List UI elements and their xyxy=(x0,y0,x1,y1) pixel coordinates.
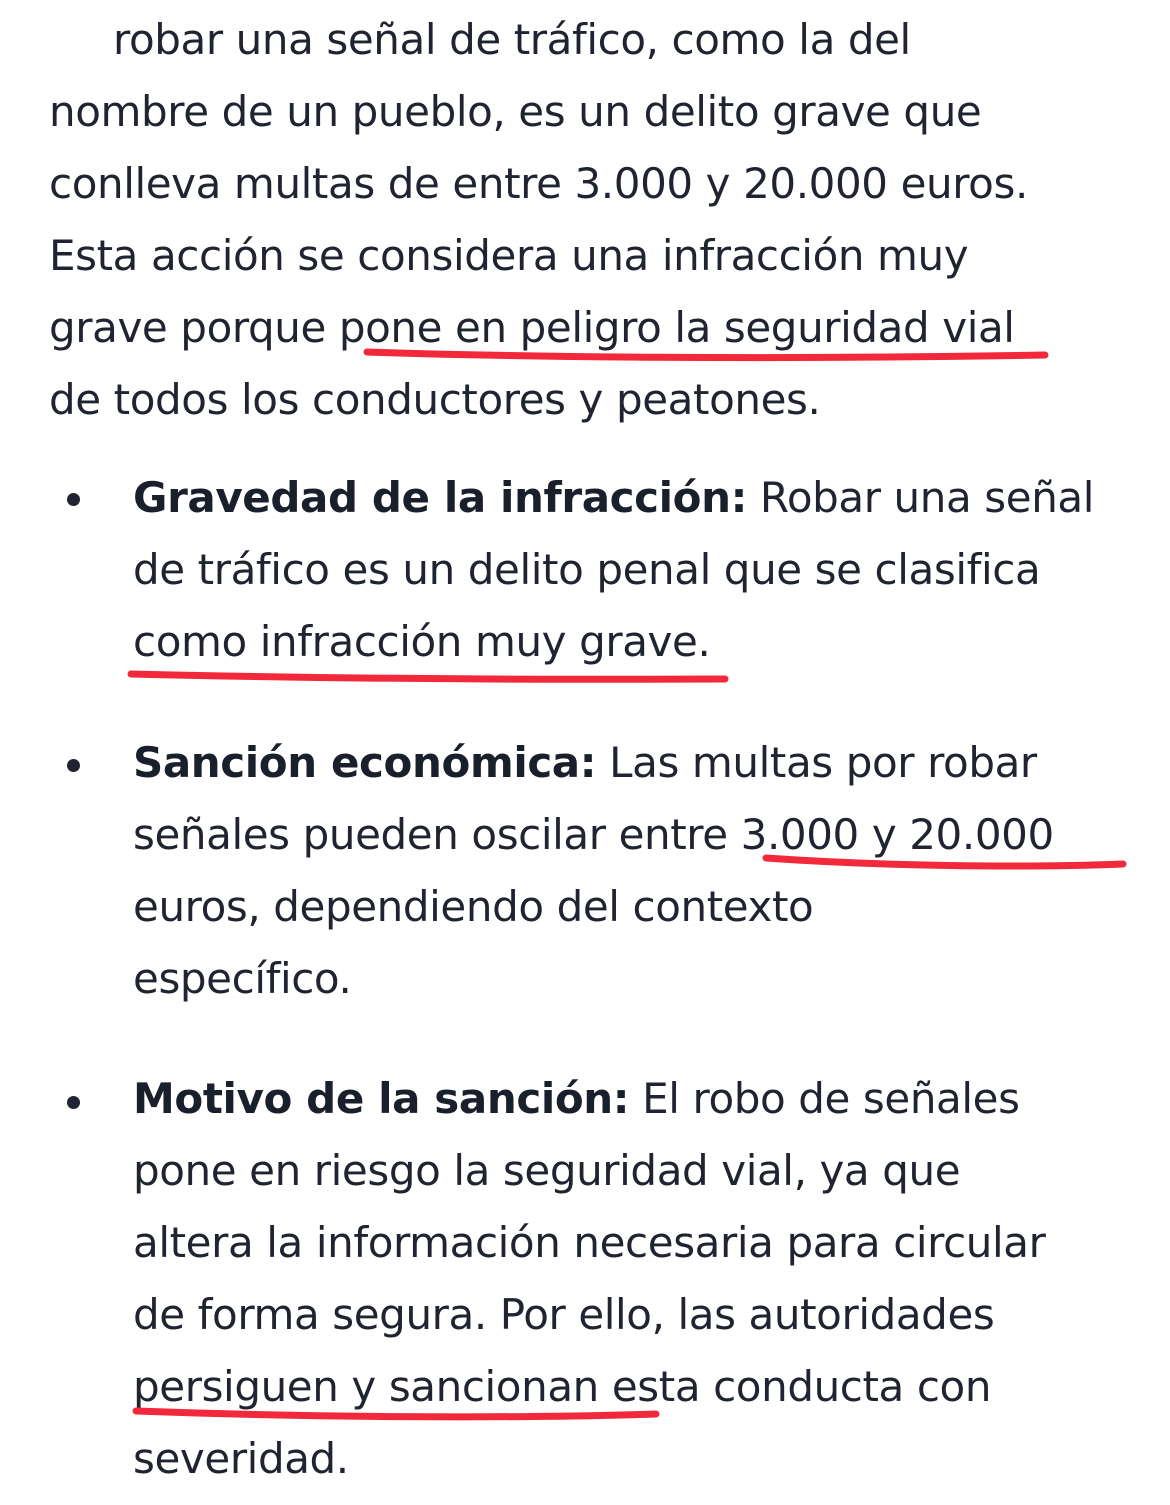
bullet-text: Las multas por robar xyxy=(596,738,1037,787)
bullet-dot xyxy=(67,1096,80,1109)
bullet-line: persiguen y sancionan esta conducta con xyxy=(133,1362,992,1411)
bullet-gravedad xyxy=(133,462,1153,678)
bullet-title: Sanción económica: xyxy=(133,738,597,787)
intro-line: de todos los conductores y peatones. xyxy=(49,375,821,424)
bullet-text: Robar una señal xyxy=(746,473,1095,522)
bullet-line: señales pueden oscilar entre 3.000 y 20.000 xyxy=(133,810,1054,859)
bullet-line: euros, dependiendo del contexto xyxy=(133,882,814,931)
bullet-line: de forma segura. Por ello, las autoridades xyxy=(133,1290,995,1339)
bullet-sancion xyxy=(133,727,1153,1015)
bullet-first-line xyxy=(133,1063,1153,1135)
bullet-title: Motivo de la sanción: xyxy=(133,1074,630,1123)
bullet-first-line xyxy=(133,727,1153,799)
bullet-line: altera la información necesaria para circular xyxy=(133,1218,1046,1267)
bullet-title: Gravedad de la infracción: xyxy=(133,473,747,522)
bullet-line: específico. xyxy=(133,954,352,1003)
bullet-line: pone en riesgo la seguridad vial, ya que xyxy=(133,1146,961,1195)
bullet-first-line xyxy=(133,462,1153,534)
bullet-text: El robo de señales xyxy=(629,1074,1020,1123)
intro-line: Esta acción se considera una infracción muy xyxy=(49,231,969,280)
bullet-line: de tráfico es un delito penal que se clasifica xyxy=(133,545,1041,594)
intro-line: robar una señal de tráfico, como la del xyxy=(113,15,911,64)
intro-line: grave porque pone en peligro la seguridad vial xyxy=(49,303,1015,352)
bullet-dot xyxy=(67,493,80,506)
intro-paragraph xyxy=(49,4,1149,436)
bullet-line: severidad. xyxy=(133,1434,349,1483)
bullet-motivo xyxy=(133,1063,1153,1495)
bullet-dot xyxy=(67,759,80,772)
bullet-line: como infracción muy grave. xyxy=(133,617,711,666)
intro-line: nombre de un pueblo, es un delito grave que xyxy=(49,87,982,136)
intro-line: conlleva multas de entre 3.000 y 20.000 euros. xyxy=(49,159,1028,208)
